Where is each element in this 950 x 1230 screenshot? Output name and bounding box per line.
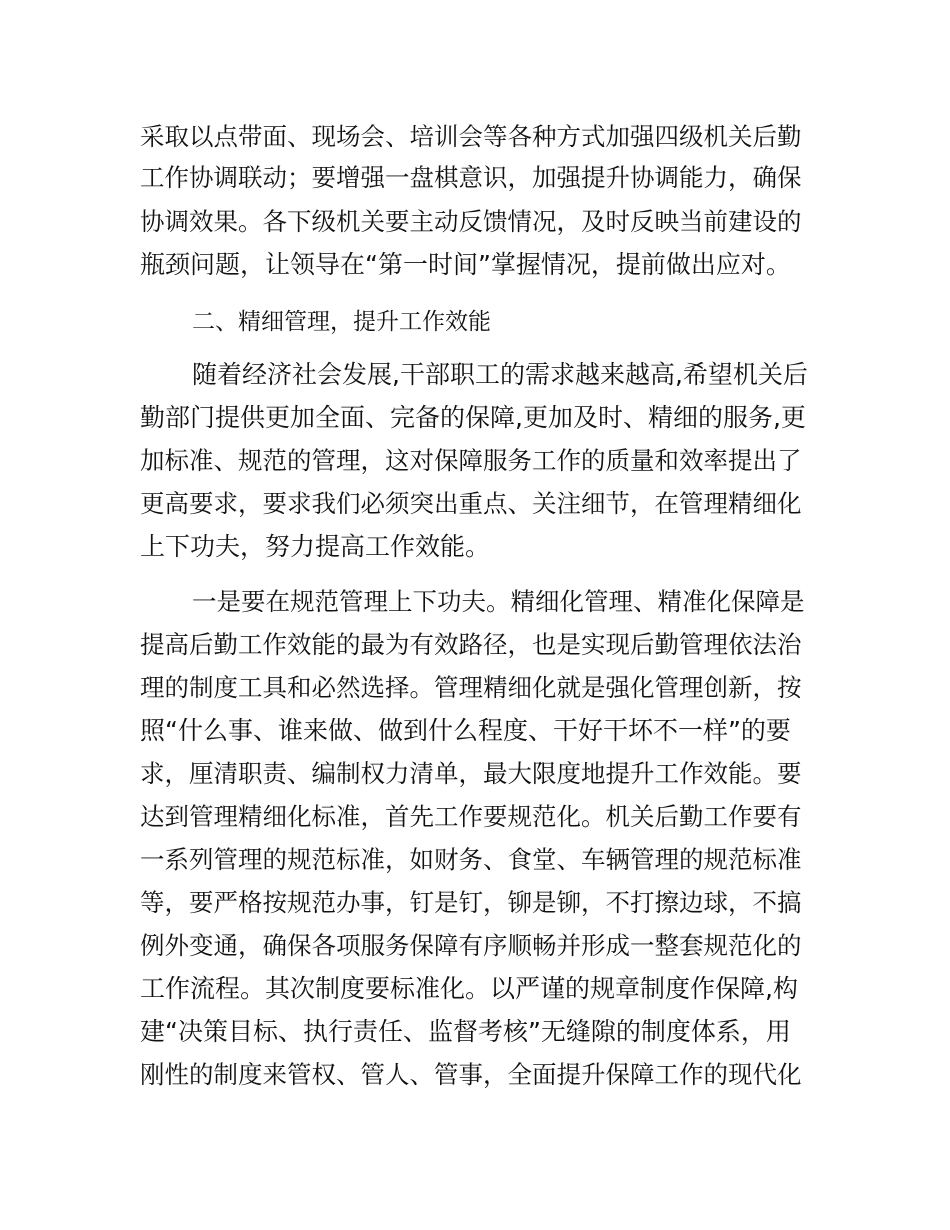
paragraph-1-line-2: 工作协调联动；要增强一盘棋意识，加强提升协调能力，确保: [140, 163, 802, 192]
paragraph-3-line-4: 照“什么事、谁来做、做到什么程度、干好干坏不一样”的要: [140, 716, 791, 745]
section-heading: 二、精细管理，提升工作效能: [192, 309, 491, 335]
paragraph-2-line-2: 勤部门提供更加全面、完备的保障,更加及时、精细的服务,更: [140, 403, 806, 432]
paragraph-3-line-2: 提高后勤工作效能的最为有效路径，也是实现后勤管理依法治: [140, 630, 802, 659]
paragraph-1-line-3: 协调效果。各下级机关要主动反馈情况，及时反映当前建设的: [140, 207, 802, 236]
paragraph-2-line-4: 更高要求，要求我们必须突出重点、关注细节，在管理精细化: [140, 489, 802, 518]
paragraph-3-line-1: 一是要在规范管理上下功夫。精细化管理、精准化保障是: [192, 587, 805, 616]
paragraph-3-line-3: 理的制度工具和必然选择。管理精细化就是强化管理创新，按: [140, 673, 802, 702]
paragraph-3-line-5: 求，厘清职责、编制权力清单，最大限度地提升工作效能。要: [140, 759, 802, 788]
paragraph-2-line-1: 随着经济社会发展,干部职工的需求越来越高,希望机关后: [192, 360, 808, 389]
paragraph-3-line-12: 刚性的制度来管权、管人、管事，全面提升保障工作的现代化: [140, 1060, 802, 1089]
paragraph-3-line-10: 工作流程。其次制度要标准化。以严谨的规章制度作保障,构: [140, 974, 798, 1003]
paragraph-3-line-11: 建“决策目标、执行责任、监督考核”无缝隙的制度体系，用: [140, 1017, 791, 1046]
paragraph-3-line-7: 一系列管理的规范标准，如财务、食堂、车辆管理的规范标准: [140, 845, 802, 874]
paragraph-2-line-3: 加标准、规范的管理，这对保障服务工作的质量和效率提出了: [140, 446, 802, 475]
paragraph-3-line-8: 等，要严格按规范办事，钉是钉，铆是铆，不打擦边球，不搞: [140, 888, 802, 917]
paragraph-1-line-4: 瓶颈问题，让领导在“第一时间”掌握情况，提前做出应对。: [140, 250, 791, 279]
paragraph-3-line-6: 达到管理精细化标准，首先工作要规范化。机关后勤工作要有: [140, 802, 802, 831]
paragraph-1-line-1: 采取以点带面、现场会、培训会等各种方式加强四级机关后勤: [140, 122, 802, 151]
paragraph-2-line-5: 上下功夫，努力提高工作效能。: [140, 532, 491, 561]
paragraph-3-line-9: 例外变通，确保各项服务保障有序顺畅并形成一整套规范化的: [140, 931, 802, 960]
